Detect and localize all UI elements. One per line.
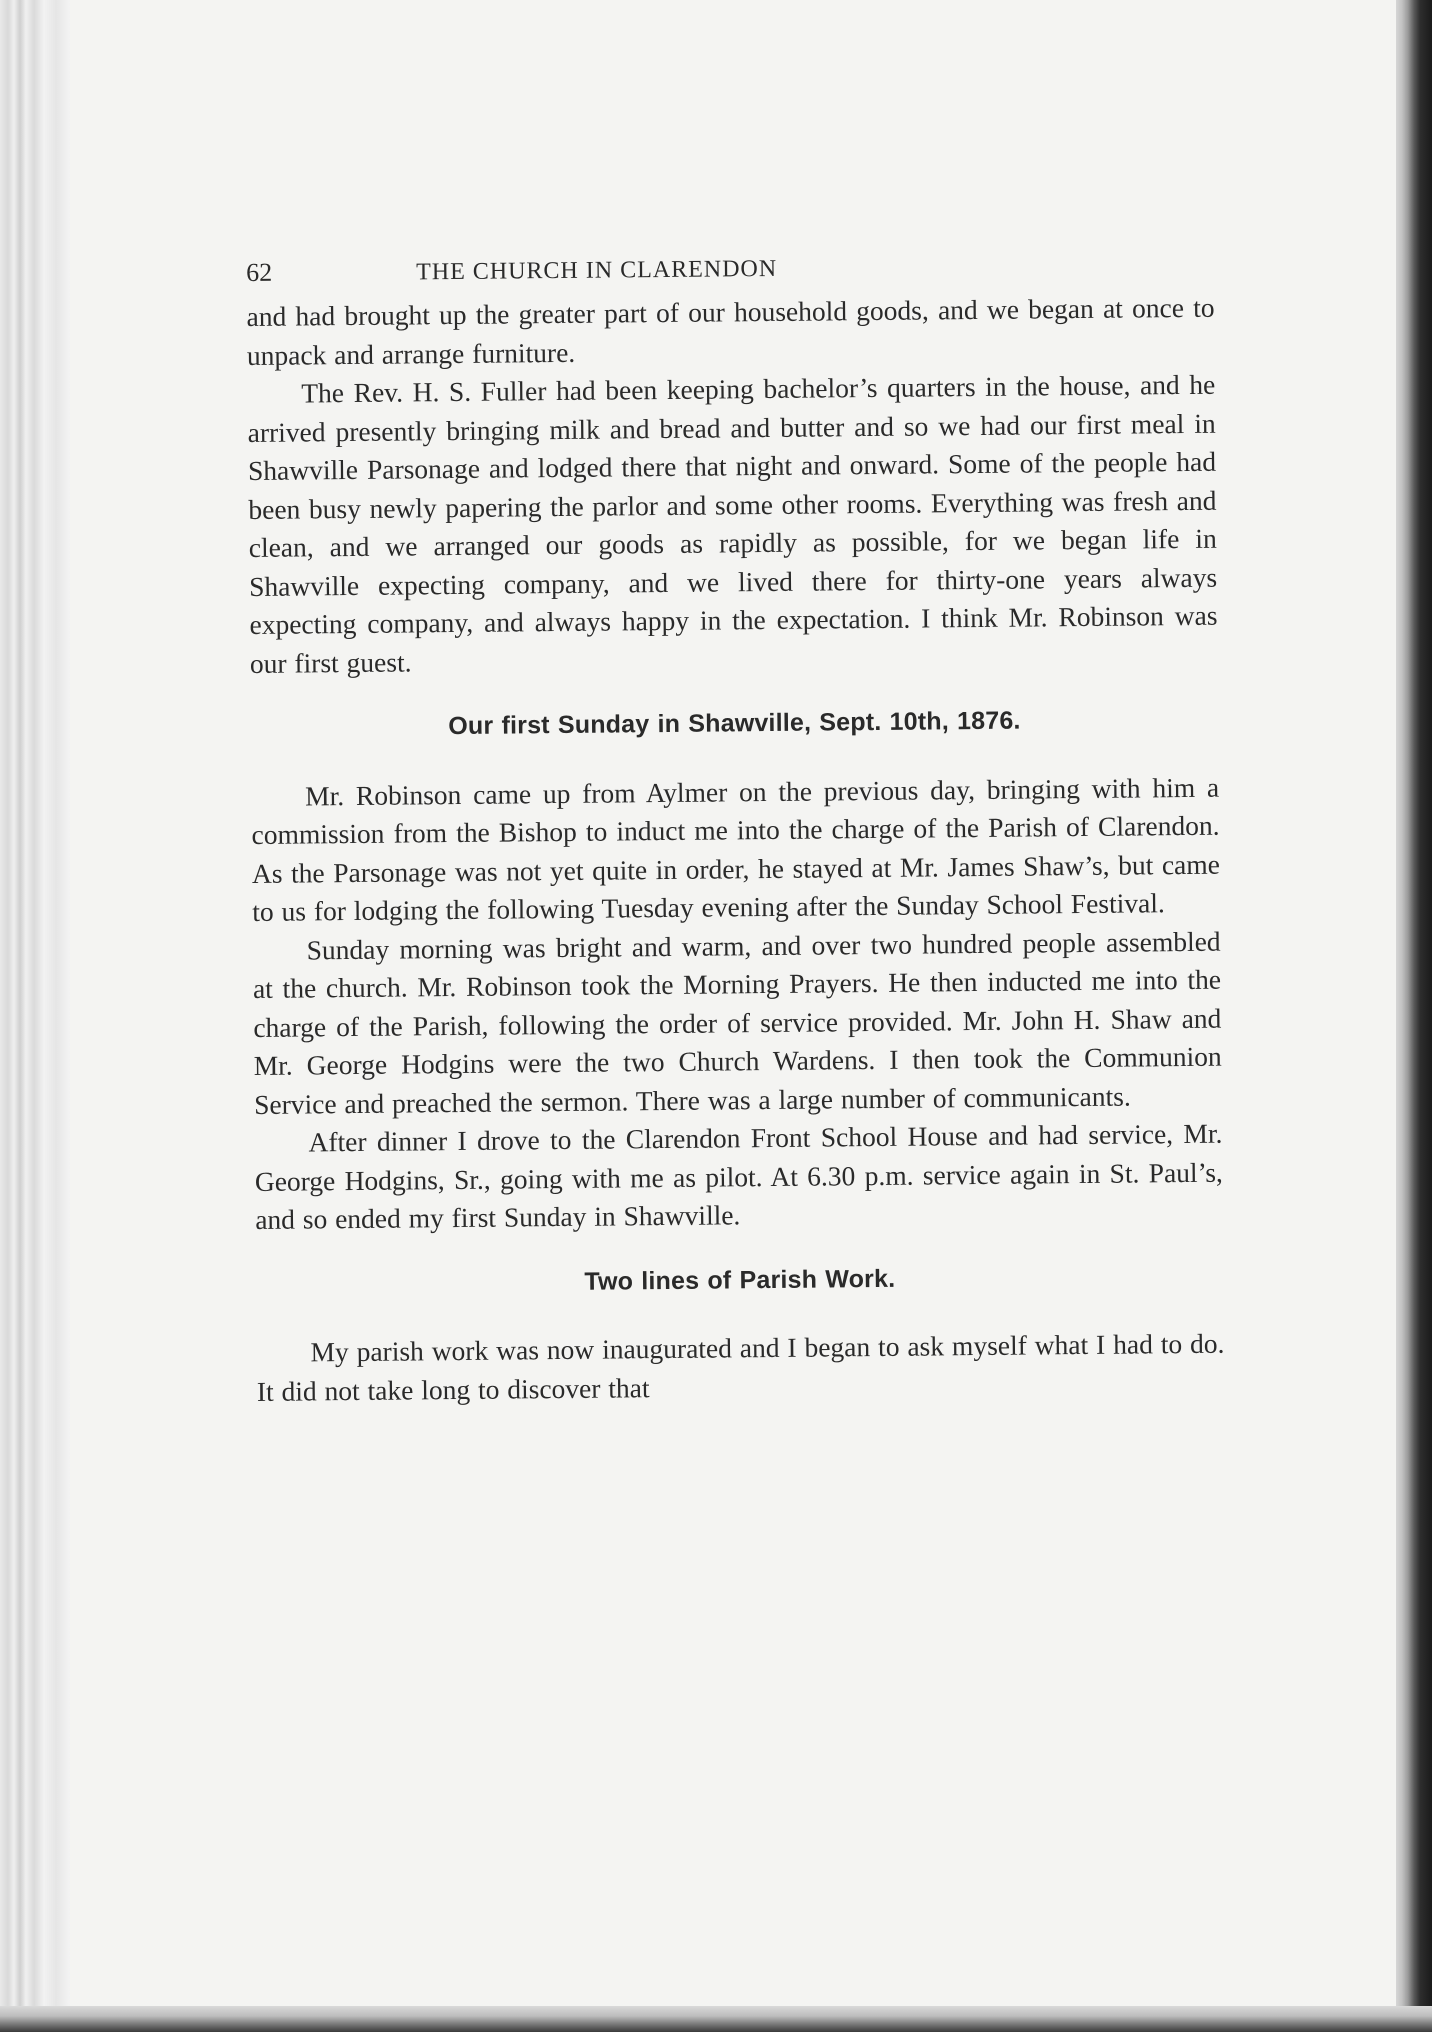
paragraph: Sunday morning was bright and warm, and over two hundred people assembled at the church. Mr. Robinson took the Morning Prayers. He then inducted me into the charge of the Parish, following the order of service provided. Mr. John H. Shaw and Mr. George Hodgins were the two Church Wardens. I then took the Communion Service and preached the sermon. There was a large number of communicants. (252, 925, 1222, 1120)
page-edges (1396, 0, 1432, 2032)
section-heading: Our first Sunday in Shawville, Sept. 10th, 1876. (448, 706, 1021, 741)
paragraph: After dinner I drove to the Clarendon Front School House and had service, Mr. George Hodgins, Sr., going with me as pilot. At 6.30 p.m. service again in St. Paul’s, and so ended my first Sunday in Shawville. (254, 1117, 1223, 1235)
page-bottom-edge (0, 2006, 1432, 2032)
page-number: 62 (246, 257, 273, 287)
page-content (246, 249, 1225, 1411)
paragraph: The Rev. H. S. Fuller had been keeping bachelor’s quarters in the house, and he arrived presently bringing milk and bread and butter and so we had our first meal in Shawville Parsonage and lodged there that night and onward. Some of the people had been busy newly papering the parlor and some other rooms. Everything was fresh and clean, and we arranged our goods as rapidly as possible, for we began life in Shawville expecting company, and we lived there for thirty-one years always expecting company, and always happy in the expectation. I think Mr. Robinson was our first guest. (247, 368, 1218, 679)
paragraph: and had brought up the greater part of our household goods, and we began at once to unpack and arrange furniture. (246, 291, 1215, 371)
section-heading: Two lines of Parish Work. (584, 1264, 896, 1296)
running-title: THE CHURCH IN CLARENDON (416, 255, 778, 286)
paragraph: My parish work was now inaugurated and I began to ask myself what I had to do. It did not take long to discover that (256, 1327, 1225, 1407)
book-gutter (0, 0, 70, 2032)
paragraph: Mr. Robinson came up from Aylmer on the previous day, bringing with him a commission from the Bishop to induct me into the charge of the Parish of Clarendon. As the Parsonage was not yet quite in order, he stayed at Mr. James Shaw’s, but came to us for lodging the following Tuesday evening after the Sunday School Festival. (251, 771, 1221, 927)
body-text (246, 289, 1225, 1411)
